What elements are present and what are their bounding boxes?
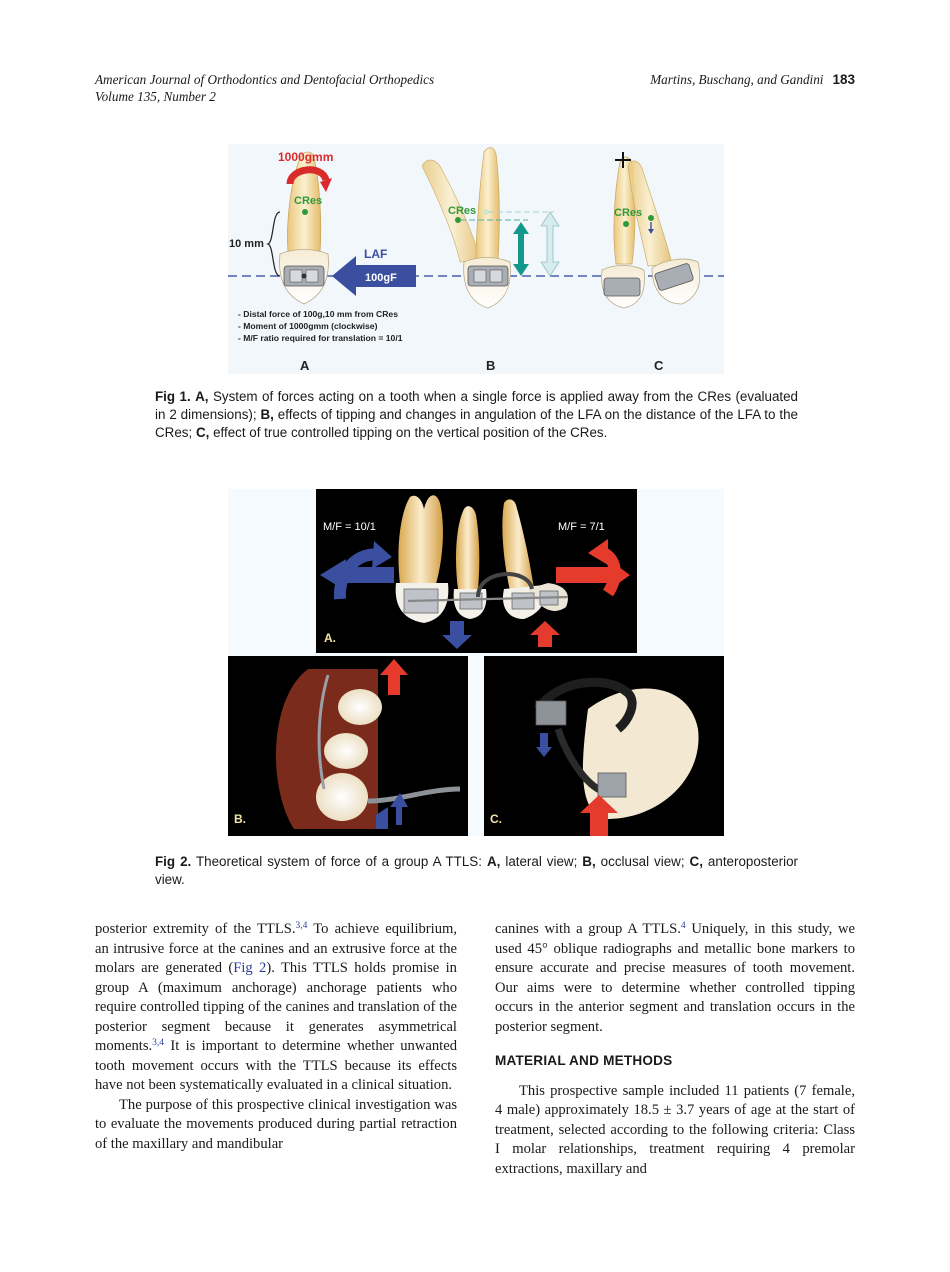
text-run: canines with a group A TTLS. — [495, 921, 681, 937]
note-2: - Moment of 1000gmm (clockwise) — [238, 321, 378, 331]
page-number: 183 — [832, 72, 855, 87]
panel-c-label: C. — [490, 812, 502, 826]
body-column-right — [495, 920, 855, 1179]
caption-2-label-b: B, — [582, 854, 596, 869]
figure-1-caption — [155, 388, 798, 442]
panel-a-label: A. — [324, 631, 336, 645]
cres-point-a — [302, 209, 308, 215]
text-run: To achieve equilibrium, an intrusive force at the canines and an extrusive force at the molars are generated ( — [95, 921, 458, 976]
caption-1-label-a: A, — [195, 389, 209, 404]
note-1: - Distal force of 100g,10 mm from CRes — [238, 309, 398, 319]
panel-label-b: B — [486, 358, 496, 373]
force-label: 100gF — [365, 272, 397, 284]
caption-1-text-a: System of forces acting on a tooth when a single force is applied away from the CRes (evaluated in 2 dimensions); — [155, 389, 799, 422]
text-run: It is important to determine whether unwanted tooth movement occurs with the TTLS because its effects have not been systematically evaluated in a clinical situation. — [95, 1038, 457, 1093]
section-heading: MATERIAL AND METHODS — [495, 1053, 673, 1068]
moment-label: 1000gmm — [278, 150, 334, 164]
b-double-arrow-dark — [513, 222, 529, 276]
panel-b-label: B. — [234, 812, 246, 826]
citation-superscript[interactable]: 4 — [680, 921, 686, 931]
citation-superscript[interactable]: 3,4 — [152, 1038, 165, 1048]
laf-label: LAF — [364, 247, 388, 261]
running-header-journal — [95, 71, 434, 105]
cres-point-c-alt — [648, 215, 654, 221]
caption-2-text-1: Theoretical system of force of a group A TTLS: — [191, 854, 487, 869]
journal-volume: Volume 135, Number 2 — [95, 89, 216, 104]
figure-2 — [228, 489, 724, 836]
caption-1-label-c: C, — [195, 425, 210, 440]
paragraph — [95, 920, 457, 1096]
moment-arrowhead — [320, 178, 332, 192]
paragraph: The purpose of this prospective clinical investigation was to evaluate the movements produced during partial retraction of the maxillary and mandibular — [95, 1096, 457, 1152]
tooth-b — [422, 148, 510, 308]
note-3: - M/F ratio required for translation = 10/1 — [238, 333, 403, 343]
author-names: Martins, Buschang, and Gandini — [650, 72, 824, 87]
journal-title: American Journal of Orthodontics and Dentofacial Orthopedics — [95, 72, 435, 87]
running-header-authors — [650, 71, 855, 88]
distance-brace — [268, 212, 280, 276]
ratio-left-label: M/F = 10/1 — [323, 521, 376, 533]
panel-label-a: A — [300, 358, 310, 373]
paragraph: This prospective sample included 11 patients (7 female, 4 male) approximately 18.5 ± 3.7 years of age at the start of treatment, selected according to the following criteria: Class I molar relationships, treatment requiring 4 premolar extractions, maxillary and — [495, 1082, 855, 1177]
caption-2-label-c: C, — [689, 854, 703, 869]
figure-1-illustration — [228, 144, 724, 374]
caption-2-lead: Fig 2. — [155, 854, 192, 869]
cres-label-a: CRes — [294, 195, 323, 207]
cres-label-b: CRes — [448, 205, 477, 217]
cres-label-c: CRes — [614, 207, 643, 219]
b-double-arrow-light — [541, 212, 559, 276]
panel-label-c: C — [654, 358, 664, 373]
cres-point-c — [623, 221, 629, 227]
text-run: ). This TTLS holds promise in group A (maximum anchorage) anchorage patients who require controlled tipping of the canines and translation of the posterior segment because it generates asymmetrical moments. — [95, 960, 457, 1054]
citation-superscript[interactable]: 3,4 — [295, 921, 308, 931]
paragraph — [495, 920, 855, 1037]
caption-1-text-b: effects of tipping and changes in angulation of the LFA on the distance of the LFA to the CRes; — [155, 407, 798, 440]
caption-1-label-b: B, — [260, 407, 274, 422]
figure-1 — [228, 144, 724, 374]
caption-2-text-2: lateral view; — [500, 854, 583, 869]
caption-1-lead: Fig 1. — [155, 389, 191, 404]
text-run: posterior extremity of the TTLS. — [95, 921, 296, 937]
figure-2-caption — [155, 853, 798, 889]
caption-2-text-3: occlusal view; — [595, 854, 690, 869]
panel-c-bracket — [598, 773, 626, 797]
distance-label: 10 mm — [229, 238, 264, 250]
caption-1-text-c: effect of true controlled tipping on the vertical position of the CRes. — [209, 425, 608, 440]
figure-2-illustration — [228, 489, 724, 836]
ratio-right-label: M/F = 7/1 — [558, 521, 605, 533]
figure-reference-link[interactable]: Fig 2 — [233, 960, 267, 976]
text-run: Uniquely, in this study, we used 45° oblique radiographs and metallic bone markers to ensure accurate and precise measures of tooth movement. Our aims were to determine whether controlled tipping occurs in the anterior segment and translation occurs in the posterior segment. — [495, 921, 855, 1035]
body-column-left — [95, 920, 457, 1154]
caption-2-label-a: A, — [486, 854, 501, 869]
caption-2-text-4: anteroposterior view. — [155, 854, 799, 887]
